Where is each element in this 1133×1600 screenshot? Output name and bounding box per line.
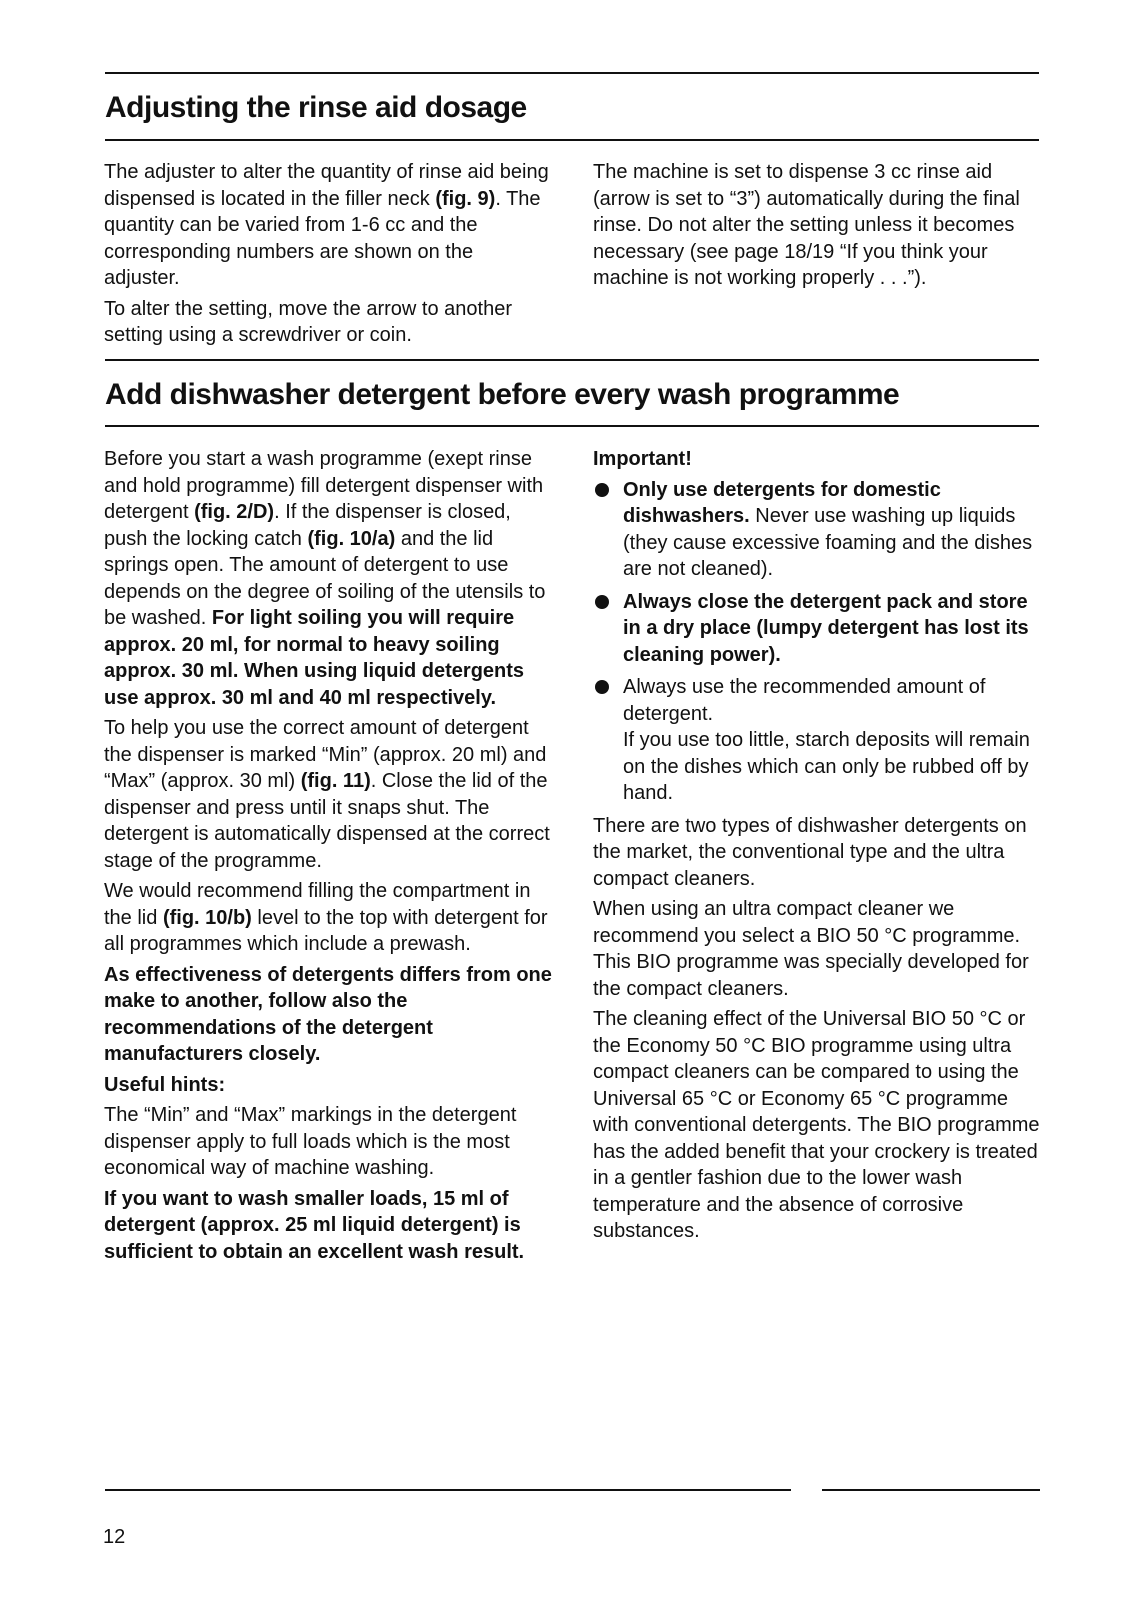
section1-title: Adjusting the rinse aid dosage [105,91,527,124]
heading1-underline [105,139,1039,141]
min-max-markings-paragraph: The “Min” and “Max” markings in the detergent dispenser apply to full loads which is the most economical way of machine washing. [104,1104,517,1179]
dispenser-markings-paragraph: To help you use the correct amount of detergent the dispenser is marked “Min” (approx. 20 ml) and “Max” (approx. 30 ml) (fig. 11). Close the lid of the dispenser and press until it snaps shut. The detergent is automatically dispensed at the correct stage of the programme. [104,717,550,872]
rinse-aid-default-paragraph: The machine is set to dispense 3 cc rinse aid (arrow is set to “3”) automatically during the final rinse. Do not alter the setting unless it becomes necessary (see page 18/19 “If you think your machine is not working properly . . .”). [593,161,1020,289]
list-item: Only use detergents for domestic dishwashers. Never use washing up liquids (they cause excessive foaming and the dishes are not cleaned). [593,477,1041,583]
manufacturer-recommendation-warning: As effectiveness of detergents differs from one make to another, follow also the recommendations of the detergent manufacturers closely. [104,963,552,1065]
heading2-underline [105,425,1039,427]
bullet-icon [595,595,609,609]
smaller-loads-paragraph: If you want to wash smaller loads, 15 ml of detergent (approx. 25 ml liquid detergent) is sufficient to obtain an excellent wash result. [104,1187,525,1263]
detergent-types-paragraph: There are two types of dishwasher detergents on the market, the conventional type and the ultra compact cleaners. [593,814,1027,890]
footer-rule-left [105,1489,791,1491]
fig-reference: (fig. 9) [435,187,496,210]
section2-left-column [104,446,554,1269]
prewash-compartment-paragraph: We would recommend filling the compartment in the lid (fig. 10/b) level to the top with detergent for all programmes which include a prewash. [104,880,548,955]
section1-left-column [104,159,554,353]
page-number: 12 [103,1526,126,1548]
section1-right-column [593,159,1039,296]
bullet-icon [595,483,609,497]
detergent-fill-paragraph: Before you start a wash programme (exept rinse and hold programme) fill detergent dispenser with detergent (fig. 2/D). If the dispenser is closed, push the locking catch (fig. 10/a) and the lid springs open. The amount of detergent to use depends on the degree of soiling of the utensils to be washed. For light soiling you will require approx. 20 ml, for normal to heavy soiling approx. 30 ml. When using liquid detergents use approx. 30 ml and 40 ml respectively. [104,448,546,709]
detergent-amount-note: For light soiling you will require approx. 20 ml, for normal to heavy soiling approx. 30 ml. When using liquid detergents use approx. 30 ml and 40 ml respectively. [104,607,525,709]
rinse-aid-location-paragraph: The adjuster to alter the quantity of rinse aid being dispensed is located in the filler neck (fig. 9). The quantity can be varied from 1-6 cc and the corresponding numbers are shown on the adjuster. [104,161,549,289]
important-bullet-list [593,477,1041,807]
fig-reference: (fig. 10/b) [162,906,252,929]
section-divider-rule [105,359,1039,361]
list-item: Always close the detergent pack and store in a dry place (lumpy detergent has lost its cleaning power). [593,589,1041,669]
ultra-compact-paragraph: When using an ultra compact cleaner we recommend you select a BIO 50 °C programme. This BIO programme was specially developed for the compact cleaners. [593,898,1029,1000]
fig-reference: (fig. 11) [300,770,371,792]
fig-reference: (fig. 10/a) [307,527,396,550]
important-label: Important! [593,448,692,470]
bio-programme-paragraph: The cleaning effect of the Universal BIO 50 °C or the Economy 50 °C BIO programme using ultra compact cleaners can be compared to using the Universal 65 °C or Economy 65 °C programme with conventional detergents. The BIO programme has the added benefit that your crockery is treated in a gentler fashion due to the lower wash temperature and the absence of corrosive substances. [593,1008,1040,1242]
fig-reference: (fig. 2/D) [194,501,275,523]
footer-rule-right [822,1489,1040,1491]
list-item: Always use the recommended amount of detergent. If you use too little, starch deposits will remain on the dishes which can only be rubbed off by hand. [593,674,1041,807]
useful-hints-label: Useful hints: [104,1073,226,1096]
top-rule [105,72,1039,74]
section2-right-column [593,446,1041,1249]
section2-title: Add dishwasher detergent before every wash programme [105,378,900,411]
rinse-aid-alter-paragraph: To alter the setting, move the arrow to another setting using a screwdriver or coin. [104,297,512,346]
bullet-icon [595,680,609,694]
